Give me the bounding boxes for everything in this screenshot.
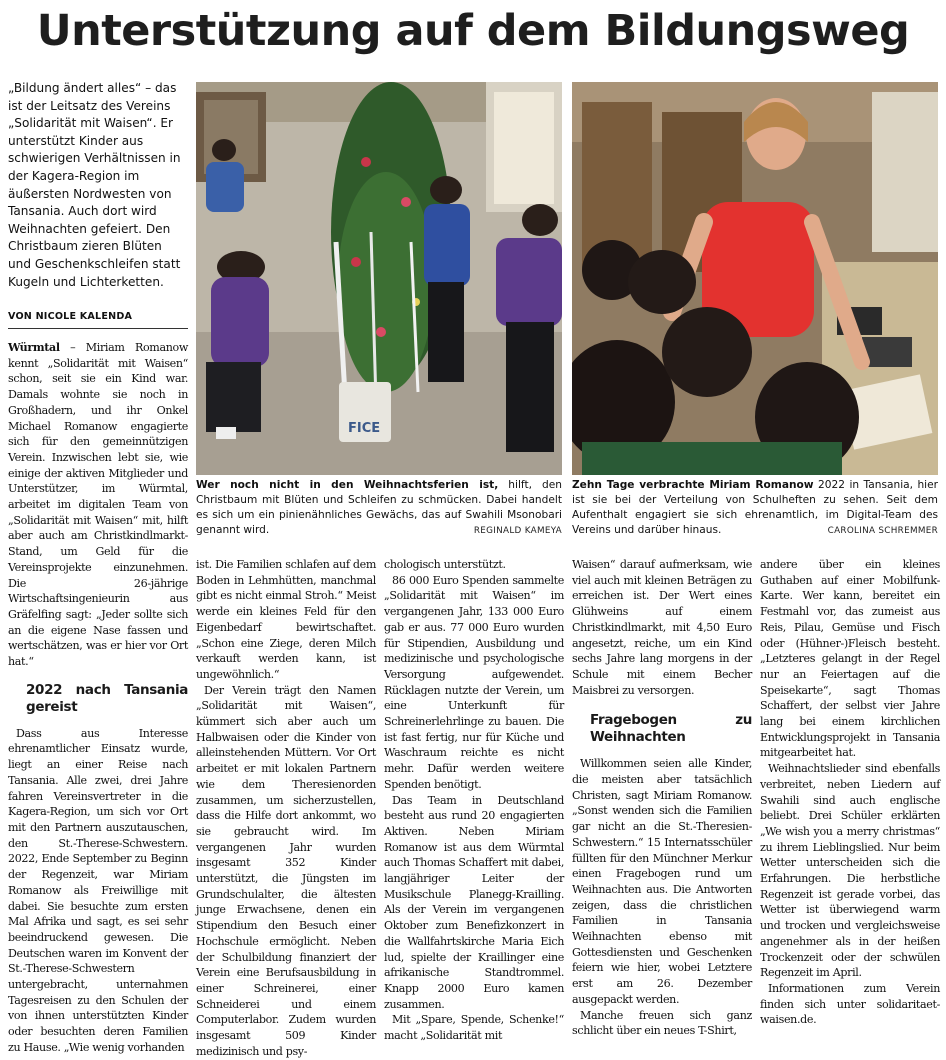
- col5-paragraph-3: Informationen zum Verein finden sich unter solidaritaet-waisen.de.: [760, 981, 940, 1027]
- column-2: [196, 557, 376, 1060]
- subhead-tansania: 2022 nach Tansania gereist: [26, 681, 188, 715]
- column-4: [572, 557, 752, 1039]
- photo2-credit: CAROLINA SCHREMMER: [827, 526, 938, 536]
- headline: Unterstützung auf dem Bildungsweg: [36, 6, 910, 56]
- photo2-caption: [572, 478, 938, 539]
- col5-paragraph-2: Weihnachtslieder sind ebenfalls verbreitet, neben Liedern auf Swahili sind auch englische beliebt. Drei Schüler erklärten „We wish you a merry christmas“ zu ihrem Lieblingslied. Nur beim Wetter unterscheiden sich die Erfahrungen. Die herbstliche Regenzeit ist gerade vorbei, das Wetter ist überwiegend warm und trocken und vergleichsweise angenehmer als in der heißen Trockenzeit oder der schwülen Regenzeit im April.: [760, 762, 940, 980]
- column-1: [8, 340, 188, 1056]
- photo2-caption-text: 2022 in Tansania, hier ist sie bei der Verteilung von Schulheften zu sehen. Seit dem Aufenthalt engagiert sie sich ehrenamtlich, im Digital-Team des Vereins und darüber hinaus.: [572, 479, 938, 536]
- photo2-caption-bold: Zehn Tage verbrachte Miriam Romanow: [572, 479, 814, 491]
- col3-paragraph-3: Das Team in Deutschland besteht aus rund 20 engagierten Aktiven. Neben Miriam Romanow ist aus dem Würmtal auch Thomas Schaffert mit dabei, langjähriger Leiter der Musikschule Planegg-Krailling. Als der Verein im vergangenen Oktober zum Benefizkonzert in die Wallfahrtskirche Maria Eich lud, spielte der Kraillinger eine afrikanische Standtrommel. Knapp 2000 Euro kamen zusammen.: [384, 793, 564, 1011]
- col2-paragraph-2: Der Verein trägt den Namen „Solidarität mit Waisen“, kümmert sich aber auch um Halbwaisen oder die Kinder von alleinstehenden Müttern. Vor Ort arbeitet er mit lokalen Partnern wie dem Theresienorden zusammen, um sicherzustellen, dass die Hilfe dort ankommt, wo sie gebraucht wird. Im vergangenen Jahr wurden insgesamt 352 Kinder unterstützt, die Jüngsten im Grundschulalter, die ältesten junge Erwachsene, denen ein Stipendium den Besuch einer Hochschule ermöglicht. Neben der Schulbildung finanziert der Verein eine Berufsausbildung in einer Schreinerei, einer Schneiderei und einem Computerlabor. Zudem wurden insgesamt 509 Kinder medizinisch und psy-: [196, 683, 376, 1058]
- col4-paragraph-3: Manche freuen sich ganz schlicht über ein neues T-Shirt,: [572, 1008, 752, 1038]
- column-5: [760, 557, 940, 1028]
- photo1-credit: REGINALD KAMEYA: [473, 526, 562, 536]
- dateline: Würmtal: [8, 341, 60, 354]
- col1-paragraph-2: Dass aus Interesse ehrenamtlicher Einsatz wurde, liegt an einer Reise nach Tansania. Alle zwei, drei Jahre fahren Vereinsvertreter in die Kagera-Region, um sich vor Ort mit den Partnern auszutauschen, den St.-Therese-Schwestern. 2022, Ende September zu Beginn der Regenzeit, war Miriam Romanow als Freiwillige mit dabei. Sie besuchte zum ersten Mal Afrika und sagt, es sei sehr beeindruckend gewesen. Die Deutschen waren im Konvent der St.-Therese-Schwestern untergebracht, unternahmen Tagesreisen zu den Schulen der von ihnen unterstützten Kinder oder besuchten deren Familien zu Hause. „Wie wenig vorhanden: [8, 726, 188, 1054]
- photo1-caption-bold: Wer noch nicht in den Weihnachtsferien ist,: [196, 479, 499, 491]
- subhead-fragebogen: Fragebogen zu Weihnachten: [590, 712, 752, 746]
- photo1-caption-text: hilft, den Christbaum mit Blüten und Schleifen zu schmücken. Dabei handelt es sich um ein pinienähnliches Gewächs, das auf Swahili Msonobari genannt wird.: [196, 479, 563, 536]
- col3-paragraph-4: Mit „Spare, Spende, Schenke!“ macht „Solidarität mit: [384, 1013, 564, 1043]
- photo1-caption: [196, 478, 562, 539]
- col3-paragraph-2: 86 000 Euro Spenden sammelte „Solidarität mit Waisen“ im vergangenen Jahr, 133 000 Euro gab er aus. 77 000 Euro wurden für Stipendien, Ausbildung und medizinische und psychologische Versorgung aufgewendet. Rücklagen nutzte der Verein, um eine Unterkunft für Schreinerlehrlinge zu bauen. Die ist fast fertig, nur für Küche und Waschraum reichte es nicht mehr. Dafür werden weitere Spenden benötigt.: [384, 573, 564, 791]
- col2-paragraph-1: ist. Die Familien schlafen auf dem Boden in Lehmhütten, manchmal gibt es nicht einmal Stroh.“ Meist werde ein kleines Feld für den Eigenbedarf bewirtschaftet. „Schon eine Ziege, deren Milch verkauft werden kann, ist ungewöhnlich.“: [196, 558, 376, 681]
- col4-paragraph-2: Willkommen seien alle Kinder, die meisten aber tatsächlich Christen, sagt Miriam Romanow. „Sonst wenden sich die Familien gar nicht an die St.-Theresien-Schwestern.“ 15 Internatsschüler füllten für den Münchner Merkur einen Fragebogen rund um Weihnachten aus. Die Antworten zeigen, dass die christlichen Familien in Tansania Weihnachten ebenso mit Gottesdiensten und Geschenken feiern wie hier, wobei Letztere erst am 26. Dezember ausgepackt werden.: [572, 757, 752, 1006]
- col3-paragraph-1: chologisch unterstützt.: [384, 558, 506, 571]
- col4-paragraph-1: Waisen“ darauf aufmerksam, wie viel auch mit kleinen Beträgen zu erreichen ist. Der Wert eines Glühweins auf einem Christkindlmarkt, mit 4,50 Euro angesetzt, reiche, um ein Kind sechs Jahre lang morgens in der Schule mit einem Becher Maisbrei zu versorgen.: [572, 558, 752, 697]
- col5-paragraph-1: andere über ein kleines Guthaben auf einer Mobilfunk-Karte. Wer kann, bereitet ein Festmahl vor, das zumeist aus Reis, Pilau, Gemüse und Fisch oder (Hühner-)Fleisch besteht. „Letzteres gelangt in der Regel nur an Feiertagen auf die Speisekarte“, sagt Thomas Schaffert, der selbst vier Jahre lang bei einem kirchlichen Entwicklungsprojekt in Tansania mitgearbeitet hat.: [760, 558, 940, 760]
- col1-paragraph-1: – Miriam Romanow kennt „Solidarität mit Waisen“ schon, seit sie ein Kind war. Damals wohnte sie noch in Großhadern, und ihr Onkel Michael Romanow engagierte sich für den gemeinnützigen Verein. Inzwischen lebt sie, wie einige der aktiven Mitglieder und Unterstützer, im Würmtal, arbeitet im digitalen Team von „Solidarität mit Waisen“ mit, hilft aber auch am Christkindlmarkt-Stand, um Geld für die Vereinsprojekte einzunehmen. Die 26-jährige Wirtschaftsingenieurin aus Gräfelfing sagt: „Jeder sollte sich an die eigene Nase fassen und wertschätzen, was er hier vor Ort hat.“: [8, 341, 188, 669]
- bucket-label: FICE: [348, 421, 381, 436]
- lead-paragraph: „Bildung ändert alles“ – das ist der Leitsatz des Vereins „Solidarität mit Waisen“. Er unterstützt Kinder aus schwierigen Verhältnissen in der Kagera-Region im äußersten Nordwesten von Tansania. Auch dort wird Weihnachten gefeiert. Den Christbaum zieren Blüten und Geschenkschleifen statt Kugeln und Lichterketten.: [8, 81, 181, 289]
- photo-christmas-tree: [196, 82, 562, 475]
- photo-notebooks: [572, 82, 938, 475]
- column-3: [384, 557, 564, 1044]
- byline: VON NICOLE KALENDA: [8, 311, 188, 329]
